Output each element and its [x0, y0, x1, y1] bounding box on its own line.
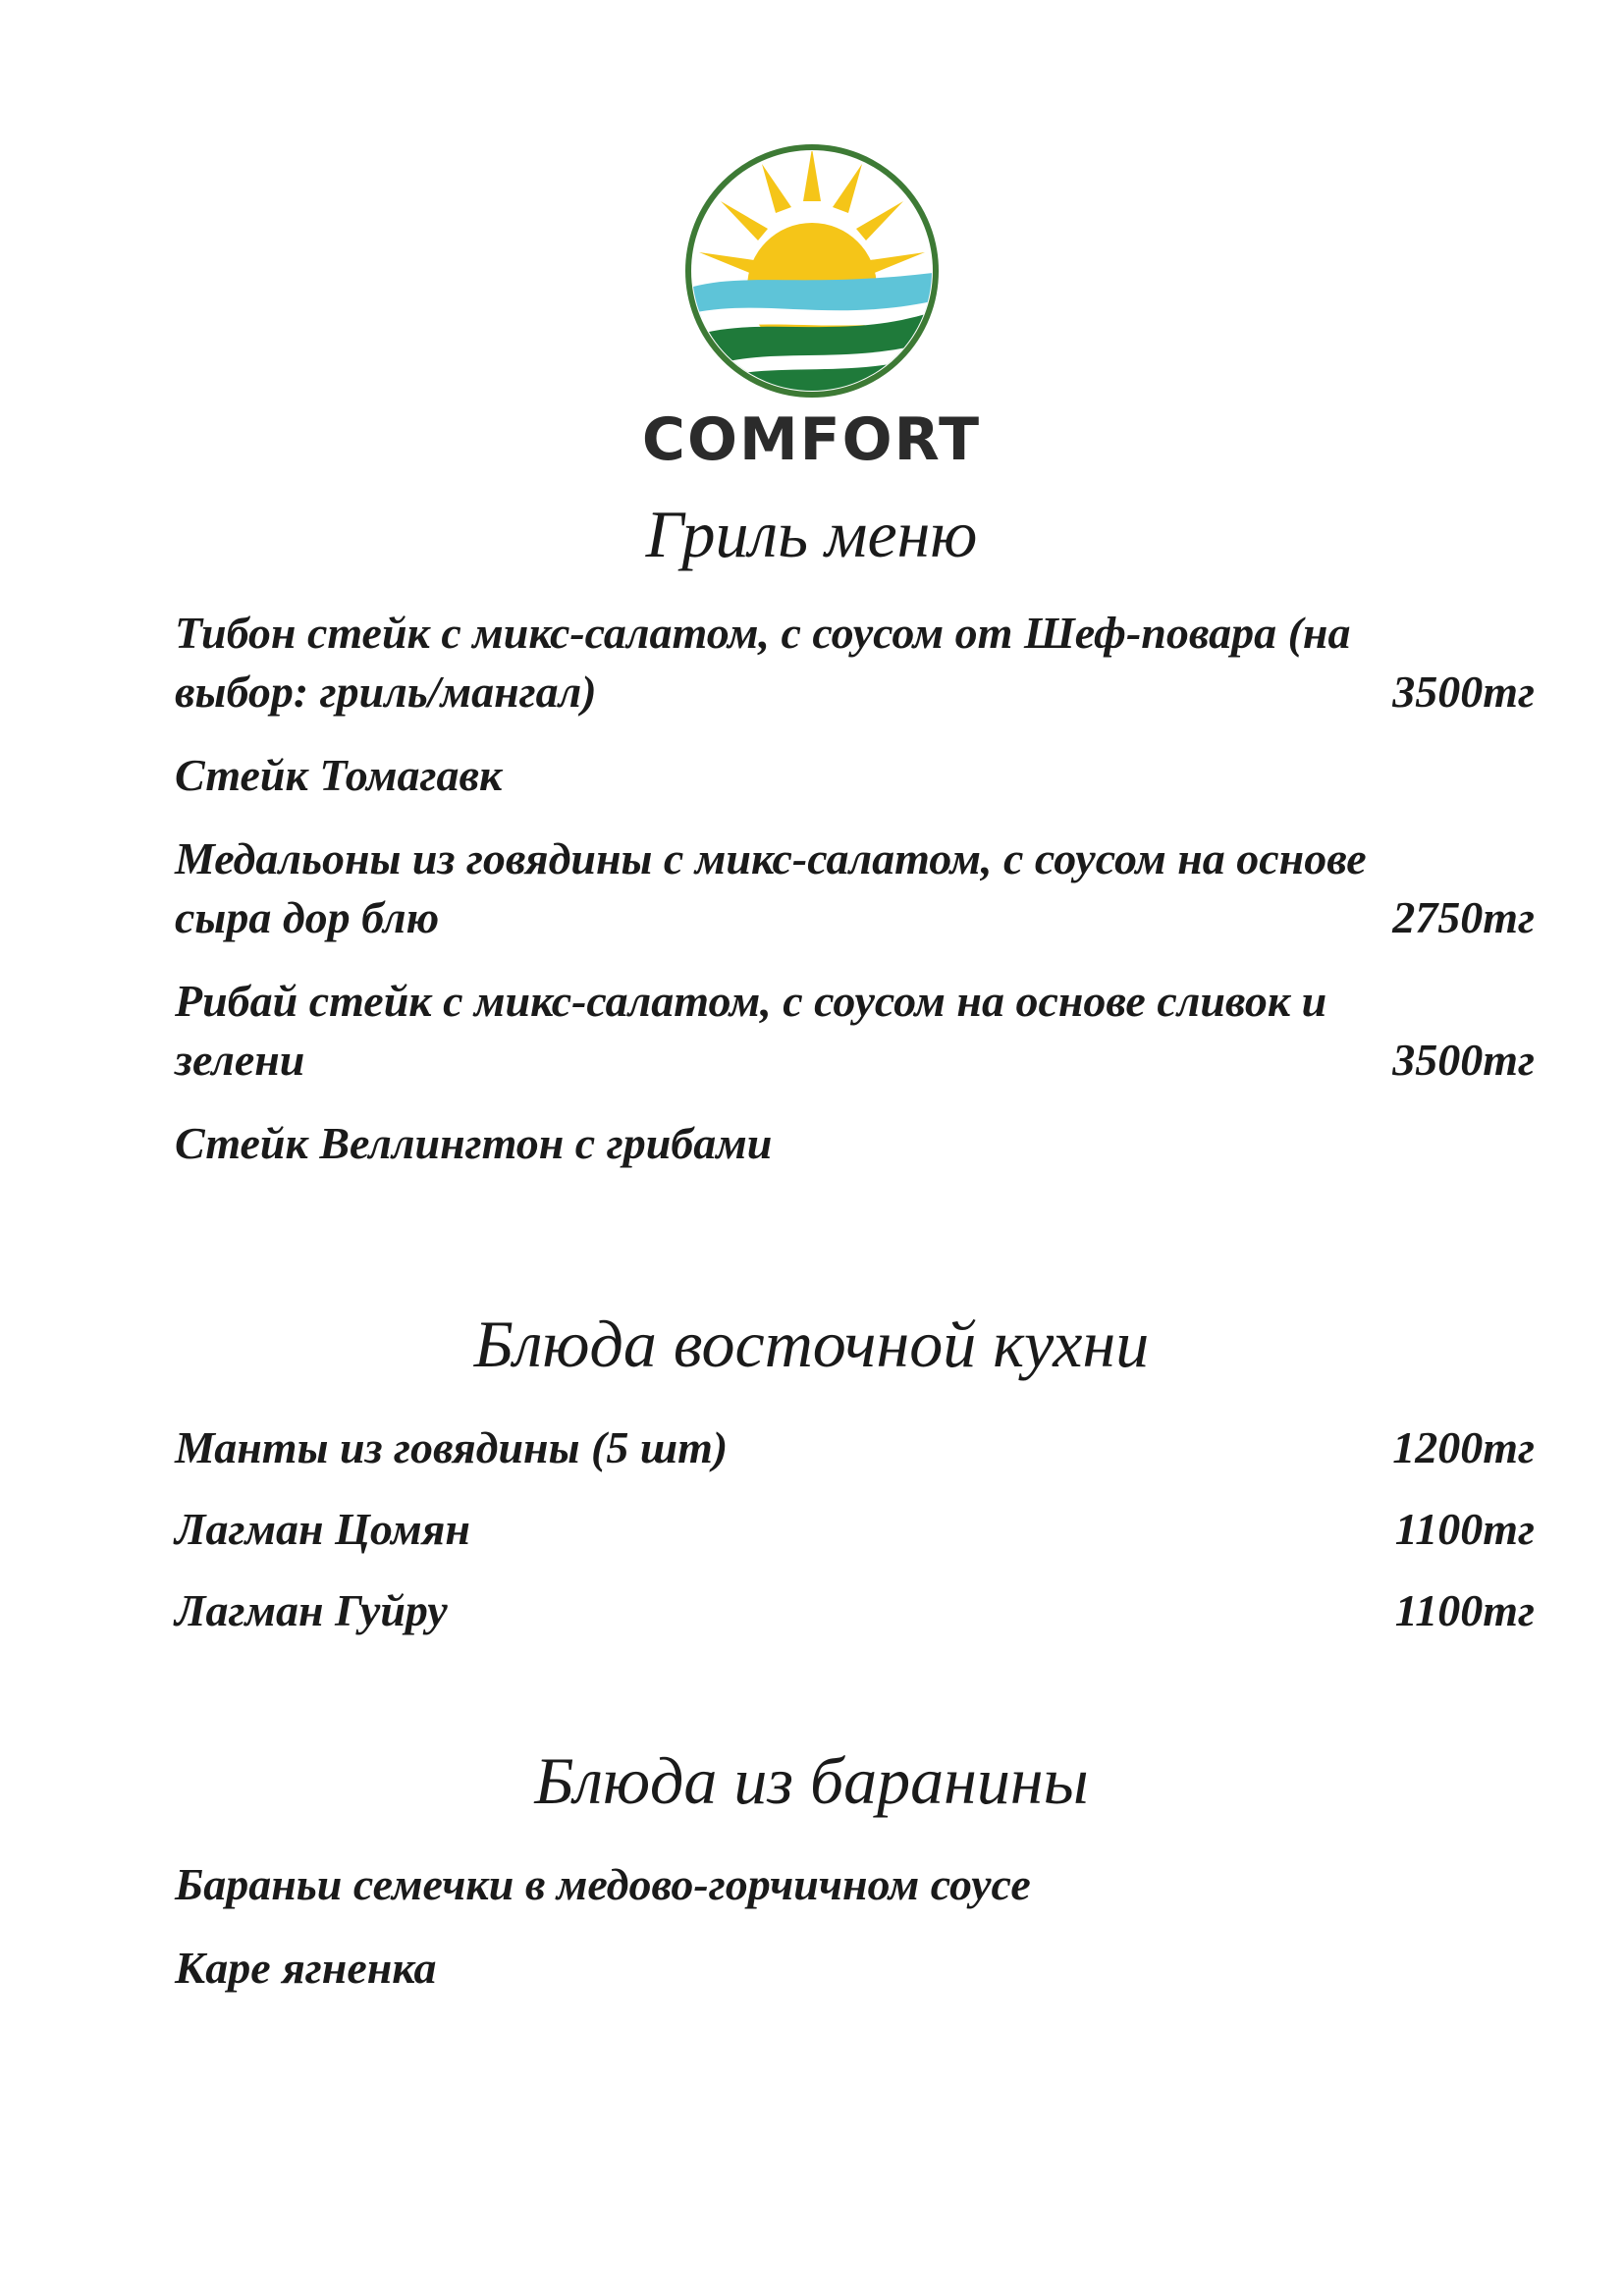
menu-item-name: Бараньи семечки в медово-горчичном соусе — [175, 1859, 1031, 1909]
menu-item-name: зелени — [175, 1035, 305, 1085]
menu-item-price: 2750тг — [1392, 892, 1535, 942]
menu-item — [175, 1418, 1535, 1477]
menu-item — [175, 1500, 1535, 1559]
menu-item — [175, 1939, 1535, 1998]
menu-item — [175, 1855, 1535, 1914]
brand-logo — [0, 142, 1623, 474]
menu-item — [175, 604, 1535, 721]
menu-item-price: 1100тг — [1394, 1504, 1535, 1554]
menu-item-name: сыра дор блю — [175, 892, 440, 942]
menu-item — [175, 1114, 1535, 1173]
menu-item-name: Лагман Гуйру — [175, 1585, 448, 1635]
menu-item-name: Медальоны из говядины с микс-салатом, с соусом на основе — [175, 833, 1367, 883]
menu-item-name: выбор: гриль/мангал) — [175, 667, 597, 717]
menu-item — [175, 972, 1535, 1090]
menu-item-price: 1100тг — [1394, 1585, 1535, 1635]
sun-field-logo-icon — [683, 142, 941, 400]
menu-item-name: Стейк Томагавк — [175, 750, 503, 800]
menu-item-name: Лагман Цомян — [175, 1504, 470, 1554]
menu-item — [175, 746, 1535, 805]
section-title-oriental: Блюда восточной кухни — [473, 1307, 1150, 1381]
brand-name: COMFORT — [641, 405, 982, 474]
menu-item-name: Манты из говядины (5 шт) — [175, 1422, 729, 1472]
menu-item-name: Тибон стейк с микс-салатом, с соусом от Шеф-повара (на — [175, 608, 1351, 658]
menu-item-price: 3500тг — [1392, 1035, 1535, 1085]
menu-item — [175, 1581, 1535, 1640]
section-title-grill: Гриль меню — [645, 497, 978, 571]
menu-item-name: Каре ягненка — [175, 1943, 437, 1993]
menu-item — [175, 829, 1535, 947]
menu-item-name: Рибай стейк с микс-салатом, с соусом на основе сливок и — [175, 976, 1327, 1026]
menu-item-name: Стейк Веллингтон с грибами — [175, 1118, 773, 1168]
menu-item-price: 1200тг — [1392, 1422, 1535, 1472]
section-title-lamb: Блюда из баранины — [534, 1743, 1089, 1818]
menu-item-price: 3500тг — [1392, 667, 1535, 717]
